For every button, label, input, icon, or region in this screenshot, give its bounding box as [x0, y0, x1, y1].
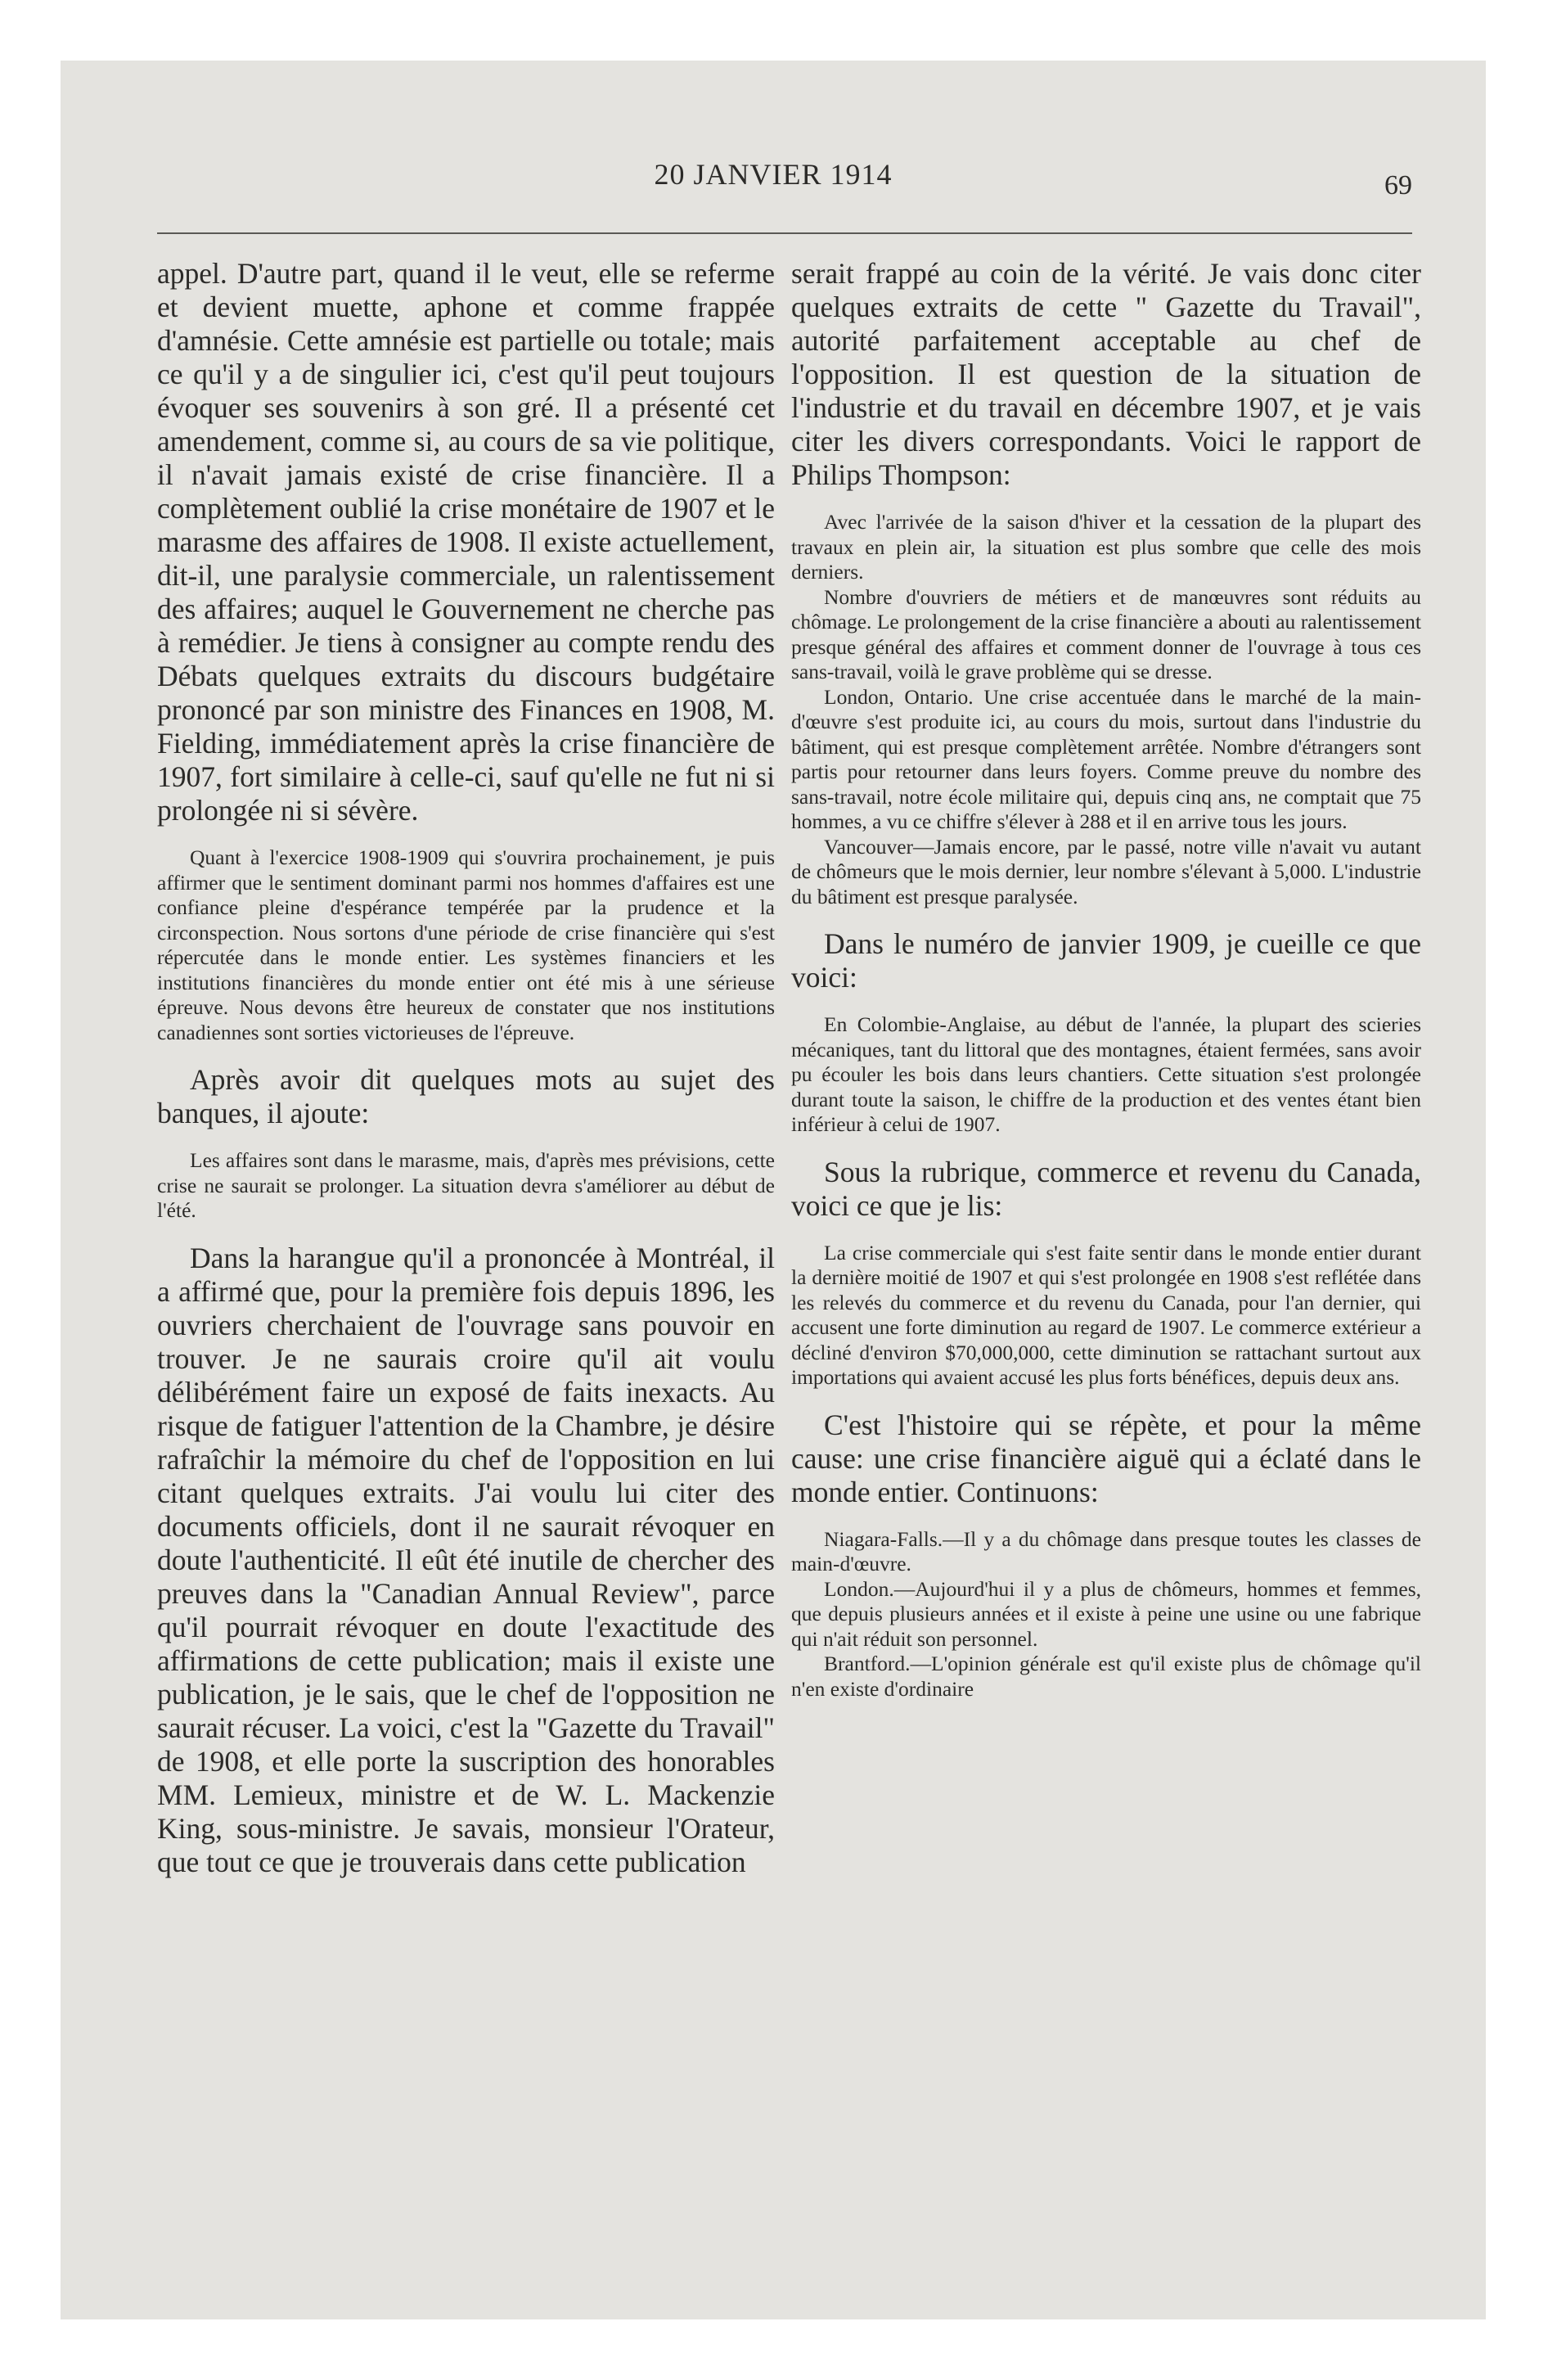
- paragraph: serait frappé au coin de la vérité. Je vais donc citer quelques extraits de cette " Gazette du Travail", autorité parfaitement acceptable au chef de l'opposition. Il est question de la situation de l'industrie et du travail en décembre 1907, et je vais citer les divers correspondants. Voici le rapport de Philips Thompson:: [791, 257, 1421, 491]
- scanned-page: [61, 61, 1486, 2319]
- paragraph: appel. D'autre part, quand il le veut, elle se referme et devient muette, aphone et comme frappée d'amnésie. Cette amnésie est partielle ou totale; mais ce qu'il y a de singulier ici, c'est qu'il peut toujours évoquer ses souvenirs à son gré. Il a présenté cet amendement, comme si, au cours de sa vie politique, il n'avait jamais existé de crise financière. Il a complètement oublié la crise monétaire de 1907 et le marasme des affaires de 1908. Il existe actuellement, dit-il, une paralysie commerciale, un ralentissement des affaires; auquel le Gouvernement ne cherche pas à remédier. Je tiens à consigner au compte rendu des Débats quelques extraits du discours budgétaire prononcé par son ministre des Finances en 1908, M. Fielding, immédiatement après la crise financière de 1907, fort similaire à celle-ci, sauf qu'elle ne fut ni si prolongée ni si sévère.: [157, 257, 775, 827]
- paragraph: Sous la rubrique, commerce et revenu du Canada, voici ce que je lis:: [791, 1155, 1421, 1222]
- paragraph: Après avoir dit quelques mots au sujet des banques, il ajoute:: [157, 1063, 775, 1129]
- quotation: La crise commerciale qui s'est faite sentir dans le monde entier durant la dernière moitié de 1907 et qui s'est prolongée en 1908 s'est reflétée dans les relevés du commerce et du revenu du Canada, pour l'an dernier, qui accusent une forte diminution au regard de 1907. Le commerce extérieur a décliné d'environ $70,000,000, cette diminution se rattachant surtout aux importations qui avaient accusé les plus forts bénéfices, depuis deux ans.: [791, 1240, 1421, 1389]
- header-rule: [157, 232, 1412, 234]
- running-head: 20 JANVIER 1914: [654, 158, 893, 191]
- paragraph: Dans la harangue qu'il a prononcée à Montréal, il a affirmé que, pour la première fois depuis 1896, les ouvriers cherchaient de l'ouvrage sans pouvoir en trouver. Je ne saurais croire qu'il ait voulu délibérément faire un exposé de faits inexacts. Au risque de fatiguer l'attention de la Chambre, je désire rafraîchir la mémoire du chef de l'opposition en lui citant quelques extraits. J'ai voulu lui citer des documents officiels, dont il ne saurait révoquer en doute l'authenticité. Il eût été inutile de chercher des preuves dans la "Canadian Annual Review", parce qu'il pourrait révoquer en doute l'exactitude des affirmations de cette publication; mais il existe une publication, je le sais, que le chef de l'opposition ne saurait récuser. La voici, c'est la "Gazette du Travail" de 1908, et elle porte la suscription des honorables MM. Lemieux, ministre et de W. L. Mackenzie King, sous-ministre. Je savais, monsieur l'Orateur, que tout ce que je trouverais dans cette publication: [157, 1241, 775, 1878]
- paragraph: C'est l'histoire qui se répète, et pour la même cause: une crise financière aiguë qui a éclaté dans le monde entier. Continuons:: [791, 1408, 1421, 1508]
- quotation: London.—Aujourd'hui il y a plus de chômeurs, hommes et femmes, que depuis plusieurs années et il existe à peine une usine ou une fabrique qui n'ait réduit son personnel.: [791, 1576, 1421, 1651]
- right-column: [791, 257, 1421, 1720]
- left-column: [157, 257, 775, 1879]
- quotation: Vancouver—Jamais encore, par le passé, notre ville n'avait vu autant de chômeurs que le mois dernier, leur nombre s'élevant à 5,000. L'industrie du bâtiment est presque paralysée.: [791, 834, 1421, 908]
- paragraph: Dans le numéro de janvier 1909, je cueille ce que voici:: [791, 927, 1421, 994]
- page-number: 69: [1384, 170, 1412, 201]
- quotation: Brantford.—L'opinion générale est qu'il existe plus de chômage qu'il n'en existe d'ordinaire: [791, 1652, 1421, 1701]
- quotation: Niagara-Falls.—Il y a du chômage dans presque toutes les classes de main-d'œuvre.: [791, 1526, 1421, 1575]
- page-header: [61, 157, 1486, 206]
- quotation: Nombre d'ouvriers de métiers et de manœuvres sont réduits au chômage. Le prolongement de la crise financière a abouti au ralentissement presque général des affaires et comment donner de l'ouvrage à tous ces sans-travail, voilà le grave problème qui se dresse.: [791, 584, 1421, 683]
- quotation: Les affaires sont dans le marasme, mais, d'après mes prévisions, cette crise ne saurait se prolonger. La situation devra s'améliorer au début de l'été.: [157, 1148, 775, 1222]
- quotation: En Colombie-Anglaise, au début de l'année, la plupart des scieries mécaniques, tant du littoral que des montagnes, étaient fermées, sans avoir pu écouler les bois dans leurs chantiers. Cette situation s'est prolongée durant toute la saison, le chiffre de la production et des ventes étant bien inférieur à celui de 1907.: [791, 1012, 1421, 1136]
- quotation: London, Ontario. Une crise accentuée dans le marché de la main-d'œuvre s'est produite ici, au cours du mois, surtout dans l'industrie du bâtiment, qui est presque complètement arrêtée. Nombre d'étrangers sont partis pour retourner dans leurs foyers. Comme preuve du nombre des sans-travail, notre école militaire qui, depuis cinq ans, ne comptait que 75 hommes, a vu ce chiffre s'élever à 288 et il en arrive tous les jours.: [791, 684, 1421, 833]
- quotation: Avec l'arrivée de la saison d'hiver et la cessation de la plupart des travaux en plein air, la situation est plus sombre que celle des mois derniers.: [791, 510, 1421, 584]
- quotation: Quant à l'exercice 1908-1909 qui s'ouvrira prochainement, je puis affirmer que le sentiment dominant parmi nos hommes d'affaires est une confiance pleine d'espérance tempérée par la prudence et la circonspection. Nous sortons d'une période de crise financière qui s'est répercutée dans le monde entier. Les systèmes financiers et les institutions financières du monde entier ont été mis à une sérieuse épreuve. Nous devons être heureux de constater que nos institutions canadiennes sont sorties victorieuses de l'épreuve.: [157, 845, 775, 1044]
